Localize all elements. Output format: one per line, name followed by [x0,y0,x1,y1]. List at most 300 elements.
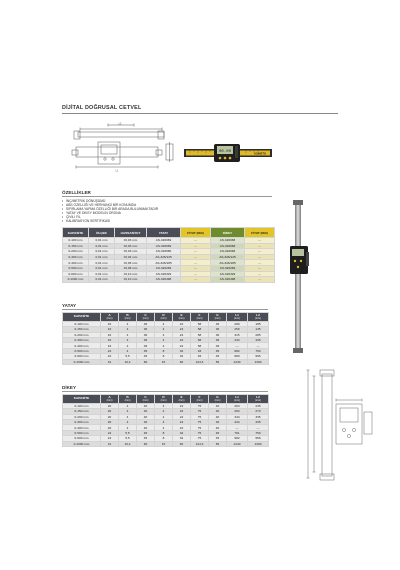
vertical-header-label: G [216,394,219,399]
vertical-header-unit: (mm) [142,398,149,402]
vertical-cell: — [248,425,269,430]
vertical-cell: 4 [119,414,137,419]
horizontal-cell: 56 [209,359,227,364]
vertical-header-unit: (mm) [214,398,221,402]
horizontal-header-cell [248,313,269,322]
model-cell: AS-326498 [211,277,245,283]
model-cell: — [245,249,275,255]
horizontal-cell: 36 [137,332,155,337]
vertical-cell: 0-100 mm [63,403,101,408]
model-cell: 0,01 mm [89,243,115,249]
horizontal-cell: 36 [137,327,155,332]
horizontal-cell: 4 [119,337,137,342]
horizontal-cell: 444 [227,337,248,342]
vertical-cell: 24 [101,436,119,441]
vertical-cell: 1240 [227,441,248,446]
horizontal-header-label: KAPASİTE [73,314,90,319]
horizontal-cell: 4 [119,332,137,337]
vertical-cell: 40 [137,414,155,419]
vertical-header-label: KAPASİTE [73,396,90,401]
model-cell: 0-300 mm [63,254,89,260]
horizontal-cell: 8 [155,348,173,353]
drawing-label-l2: L2 [118,122,122,126]
vertical-cell: 45 [209,436,227,441]
model-cell: — [245,265,275,271]
horizontal-cell: 45 [209,354,227,359]
horizontal-header-unit: (mm) [214,316,221,320]
horizontal-header-label: G [216,312,219,317]
model-cell: AS-326068 [211,238,245,244]
model-cell: 0,01 mm [89,249,115,255]
model-cell: AS-326498 [147,277,181,283]
vertical-cell: 0-400 mm [63,425,101,430]
model-cell: AS-326080 [147,249,181,255]
model-cell: AS-326329 [211,271,245,277]
vertical-cell: 32 [173,436,191,441]
model-cell: 0,01 mm [89,265,115,271]
vertical-cell: 24 [101,430,119,435]
horizontal-header-unit: (mm) [178,316,185,320]
horizontal-cell: 58 [191,343,209,348]
vertical-header-unit: (mm) [178,398,185,402]
model-cell: — [245,277,275,283]
horizontal-cell: 45 [137,354,155,359]
feature-item: • YATAY VE DİKEY MODELİN ORJİNA [62,211,232,215]
vertical-cell: 40 [209,425,227,430]
model-cell: 0-150 mm [63,243,89,249]
horizontal-scale-photo [184,142,272,164]
horizontal-cell: 0-1000 mm [63,359,101,364]
model-cell: AS-326329 [147,271,181,277]
model-cell: AS-326/125 [147,254,181,260]
horizontal-cell: 980 [227,354,248,359]
vertical-header-label: C [144,394,147,399]
vertical-cell: 335 [248,414,269,419]
vertical-heading: DİKEY [62,385,77,390]
vertical-cell: 20 [101,409,119,414]
col-capacity: KAPASİTE [63,228,89,238]
horizontal-cell: 0-500 mm [63,348,101,353]
vertical-header-cell [119,395,137,404]
model-cell: AS-326/185 [147,260,181,266]
horizontal-cell: 16 [101,337,119,342]
horizontal-cell: 58 [191,332,209,337]
vertical-cell: 24 [173,414,191,419]
vertical-cell: 20 [101,414,119,419]
feature-item: • SIFIRLAMA YAPMA ÖZELLİĞİ BİR ARADA BULUNMAKTADIR [62,207,232,211]
vertical-cell: 435 [248,419,269,424]
horizontal-header-cell [155,313,173,322]
vertical-cell: 24 [173,409,191,414]
horizontal-dimensions-table [62,312,269,365]
horizontal-cell: 0-100 mm [63,321,101,326]
model-cell: ±0,05 mm [115,260,147,266]
horizontal-header-label: F [198,312,201,317]
feature-item: • KALİBRASYON SERTİFİKASI [62,219,232,223]
horizontal-cell: 36 [137,343,155,348]
vertical-cell: 20 [101,403,119,408]
horizontal-cell: 24 [173,343,191,348]
horizontal-cell: 4 [155,332,173,337]
horizontal-cell: 45 [137,348,155,353]
horizontal-header-cell [209,313,227,322]
model-cell: — [245,238,275,244]
col-vertical-price: FİYAT (ISD) [245,228,275,238]
vertical-cell: 40 [209,403,227,408]
horizontal-header-unit: (mm) [142,316,149,320]
horizontal-cell: 24 [173,337,191,342]
horizontal-divider [62,309,268,310]
vertical-header-label: B [126,394,129,399]
model-cell: 0,01 mm [89,271,115,277]
model-cell: AS-326269 [211,265,245,271]
col-scale: ÖLÇEK [89,228,115,238]
col-horizontal: YATAY [147,228,181,238]
model-table-header [63,228,275,238]
vertical-cell: 4 [119,419,137,424]
vertical-header-label: F [198,394,201,399]
model-cell: — [181,254,211,260]
vertical-cell: 75 [191,409,209,414]
features-divider [62,196,272,197]
vertical-header-cell [155,395,173,404]
horizontal-cell: 4 [155,321,173,326]
feature-item: • ÇİVİLİ FİL [62,215,232,219]
vertical-cell: 264 [227,403,248,408]
horizontal-cell: 36 [209,337,227,342]
vertical-row [63,441,269,446]
vertical-cell: 31 [101,441,119,446]
vertical-cell: 4 [155,403,173,408]
horizontal-cell: 0-300 mm [63,337,101,342]
vertical-cell: 294 [227,409,248,414]
photo-display-value: 00.00 [218,150,232,154]
horizontal-cell: 10,4 [119,359,137,364]
col-accuracy: HASSASİYET [115,228,147,238]
vertical-header-cell [173,395,191,404]
vertical-table-header [63,395,269,404]
model-cell: AS-326269 [147,265,181,271]
horizontal-cell: 4 [119,348,137,353]
vertical-header-label: E [180,394,183,399]
model-cell: ±0,03 mm [115,249,147,255]
vertical-cell: 40 [137,425,155,430]
horizontal-cell: 16 [101,327,119,332]
horizontal-cell: 285 [248,332,269,337]
horizontal-header-unit: (mm) [106,316,113,320]
model-cell: 0,01 mm [89,260,115,266]
vertical-cell: 0-600 mm [63,436,101,441]
drawing-label-l1: L1 [115,169,119,173]
model-cell: 0,01 mm [89,277,115,283]
horizontal-cell: 0-150 mm [63,327,101,332]
horizontal-cell: 435 [248,337,269,342]
vertical-cell: 444 [227,419,248,424]
model-cell: ±0,10 mm [115,271,147,277]
vertical-cell: 15 [155,441,173,446]
horizontal-cell: 259 [227,327,248,332]
col-horizontal-price: FİYAT (ISD) [181,228,211,238]
vertical-cell: 40 [137,409,155,414]
model-cell: AS-326069 [147,238,181,244]
vertical-header-cell [137,395,155,404]
horizontal-cell: 4 [119,327,137,332]
model-table [62,227,275,283]
vertical-cell: 75 [191,403,209,408]
title-divider [62,113,338,114]
horizontal-cell: 956 [248,354,269,359]
horizontal-cell: 15 [155,359,173,364]
vertical-header-cell [209,395,227,404]
photo-brand-label: ASIMETO [254,152,266,156]
horizontal-cell: 93 [191,354,209,359]
model-cell: ±0,10 mm [115,277,147,283]
horizontal-header-label: C [144,312,147,317]
vertical-cell: 982 [227,436,248,441]
horizontal-cell: 36 [209,332,227,337]
vertical-header-cell [227,395,248,404]
model-cell: 0,01 mm [89,254,115,260]
vertical-cell: 75 [191,436,209,441]
vertical-cell: 75 [191,425,209,430]
vertical-cell: 5,5 [119,430,137,435]
vertical-cell: 40 [209,419,227,424]
horizontal-technical-drawing [70,122,178,174]
horizontal-cell: 24 [101,354,119,359]
horizontal-cell: 93 [191,348,209,353]
model-cell: 0-500 mm [63,265,89,271]
model-cell: — [245,260,275,266]
horizontal-cell: 16 [101,332,119,337]
horizontal-cell: 124,3 [191,359,209,364]
horizontal-cell: — [227,343,248,348]
horizontal-header-cell [191,313,209,322]
model-cell: — [181,260,211,266]
vertical-cell: 60 [137,441,155,446]
horizontal-cell: 58 [191,327,209,332]
model-cell: 0,01 mm [89,238,115,244]
vertical-cell: 20 [101,425,119,430]
horizontal-cell: 16 [101,321,119,326]
horizontal-header-label: L2 [256,312,260,317]
model-cell: — [181,243,211,249]
vertical-cell: 8 [155,436,173,441]
vertical-cell: 4 [119,425,137,430]
feature-item: • ABS ÖZELLİĞİ VE HERHANGİ BİR KONUMDA [62,203,232,207]
vertical-cell: 4 [155,419,173,424]
horizontal-cell: 24 [173,332,191,337]
horizontal-cell: 60 [173,359,191,364]
model-cell: 0-1000 mm [63,277,89,283]
features-heading: ÖZELLİKLER [62,190,91,195]
vertical-header-unit: (mm) [234,398,240,402]
horizontal-header-cell [137,313,155,322]
horizontal-header-cell [101,313,119,322]
model-cell: — [181,271,211,277]
vertical-cell: 40 [137,419,155,424]
horizontal-cell: 32 [173,348,191,353]
vertical-cell: 124,3 [191,441,209,446]
model-row [63,277,275,283]
horizontal-cell: 0-400 mm [63,343,101,348]
col-vertical: DİKEY [211,228,245,238]
model-cell: AS-326/185 [211,260,245,266]
horizontal-header-unit: (mm) [196,316,203,320]
horizontal-cell: 24 [101,348,119,353]
horizontal-cell: 4 [119,321,137,326]
vertical-header-cell [63,395,101,404]
horizontal-header-cell [173,313,191,322]
horizontal-cell: 8 [155,354,173,359]
model-cell: 0-200 mm [63,249,89,255]
vertical-cell: 0-150 mm [63,409,101,414]
vertical-cell: 4 [119,409,137,414]
vertical-cell: 344 [227,414,248,419]
vertical-cell: 24 [173,403,191,408]
vertical-header-unit: (mm) [196,398,203,402]
horizontal-header-unit: (mm) [160,316,167,320]
model-cell: — [181,277,211,283]
horizontal-cell: 682 [227,348,248,353]
vertical-cell: 4 [119,403,137,408]
horizontal-cell: 1300 [248,359,269,364]
horizontal-cell: 24 [173,327,191,332]
model-cell: — [181,238,211,244]
vertical-cell: 761 [227,430,248,435]
model-cell: 0-100 mm [63,238,89,244]
horizontal-cell: 36 [209,327,227,332]
vertical-cell: 0-500 mm [63,430,101,435]
horizontal-header-label: E [180,312,183,317]
vertical-header-label: D [162,394,165,399]
horizontal-cell: 4 [155,337,173,342]
horizontal-header-label: D [162,312,165,317]
model-cell: — [181,265,211,271]
vertical-header-unit: (mm) [160,398,167,402]
horizontal-table-header [63,313,269,322]
horizontal-header-cell [119,313,137,322]
horizontal-cell: 58 [191,321,209,326]
vertical-technical-drawing [282,366,382,488]
model-cell: AS-326069 [147,243,181,249]
model-cell: ±0,04 mm [115,254,147,260]
vertical-cell: 956 [248,436,269,441]
vertical-cell: 235 [248,403,269,408]
model-cell: AS-326/125 [211,254,245,260]
vertical-cell: 0-300 mm [63,419,101,424]
horizontal-header-label: B [126,312,129,317]
horizontal-cell: 4 [155,327,173,332]
horizontal-cell: 0-200 mm [63,332,101,337]
features-list [62,199,232,224]
model-cell: — [245,243,275,249]
vertical-cell: 0-1000 mm [63,441,101,446]
horizontal-cell: 36 [209,343,227,348]
vertical-cell: 270 [248,409,269,414]
vertical-header-unit: (mm) [124,398,131,402]
vertical-cell: 24 [173,419,191,424]
model-cell: — [245,271,275,277]
model-cell: AS-326068 [211,243,245,249]
vertical-cell: 75 [191,414,209,419]
vertical-cell: 40 [209,414,227,419]
vertical-header-cell [101,395,119,404]
horizontal-header-label: L1 [235,312,239,317]
vertical-cell: 5,5 [119,436,137,441]
model-cell: AS-326068 [211,249,245,255]
vertical-cell: 75 [191,430,209,435]
horizontal-cell: 45 [209,348,227,353]
vertical-cell: 45 [137,430,155,435]
vertical-cell: 8 [155,430,173,435]
horizontal-cell: 58 [191,337,209,342]
horizontal-cell: 24 [173,321,191,326]
vertical-cell: 40 [209,409,227,414]
horizontal-cell: 185 [248,321,269,326]
model-cell: — [245,254,275,260]
vertical-header-label: L2 [256,394,260,399]
horizontal-header-unit: (mm) [124,316,131,320]
horizontal-header-cell [63,313,101,322]
feature-item: • İNÇ/METRİK DÖNÜŞÜMÜ [62,199,232,203]
horizontal-row [63,359,269,364]
vertical-header-cell [248,395,269,404]
vertical-header-unit: (mm) [106,398,113,402]
vertical-header-label: L1 [235,394,239,399]
horizontal-cell: 5,5 [119,354,137,359]
horizontal-cell: 289 [227,321,248,326]
horizontal-cell: 31 [101,359,119,364]
model-cell: ±0,03 mm [115,243,147,249]
vertical-cell: 60 [173,441,191,446]
vertical-header-cell [191,395,209,404]
vertical-cell: — [227,425,248,430]
vertical-cell: 4 [155,425,173,430]
vertical-cell: 750 [248,430,269,435]
page-title: DİJİTAL DOĞRUSAL CETVEL [62,105,142,111]
vertical-cell: 4 [155,414,173,419]
model-cell: ±0,08 mm [115,265,147,271]
model-cell: ±0,03 mm [115,238,147,244]
vertical-cell: 4 [155,409,173,414]
vertical-cell: 1300 [248,441,269,446]
vertical-cell: 20 [101,419,119,424]
vertical-cell: 10,4 [119,441,137,446]
horizontal-cell: 32 [173,354,191,359]
horizontal-cell: 135 [248,327,269,332]
horizontal-cell: 315 [227,332,248,337]
model-cell: 0-600 mm [63,271,89,277]
vertical-header-unit: (mm) [255,398,261,402]
horizontal-cell: 4 [155,343,173,348]
horizontal-cell: — [248,343,269,348]
vertical-header-label: A [108,394,111,399]
horizontal-cell: 36 [137,321,155,326]
vertical-dimensions-table [62,394,269,447]
horizontal-cell: 36 [209,321,227,326]
vertical-cell: 56 [209,441,227,446]
vertical-cell: 75 [191,419,209,424]
vertical-cell: 45 [209,430,227,435]
horizontal-header-unit: (mm) [234,316,240,320]
model-cell: — [181,249,211,255]
horizontal-header-cell [227,313,248,322]
horizontal-cell: 16 [101,343,119,348]
horizontal-cell: 0-600 mm [63,354,101,359]
vertical-cell: 45 [137,436,155,441]
horizontal-cell: 60 [137,359,155,364]
horizontal-cell: 36 [137,337,155,342]
